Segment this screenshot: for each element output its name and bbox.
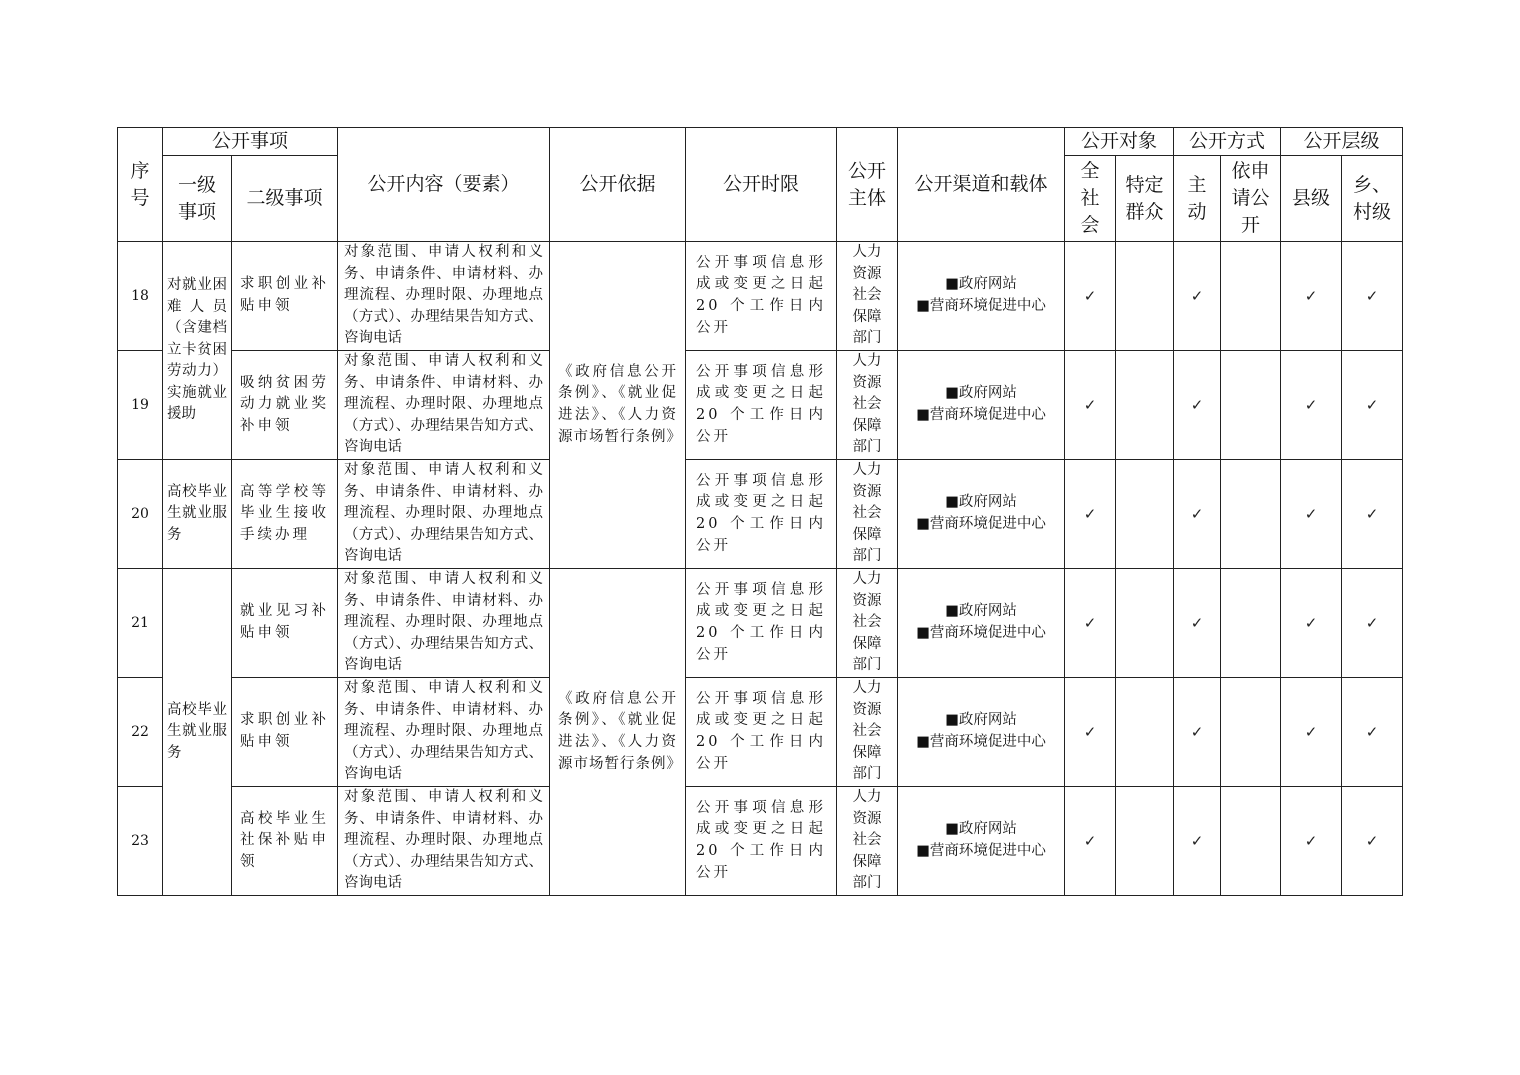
check-mark: ✓ — [1065, 242, 1116, 351]
row-seq: 19 — [118, 351, 163, 460]
channel-cell: ■政府网站 ■营商环境促进中心 — [898, 242, 1065, 351]
basis-cell: 《政府信息公开条例》、《就业促进法》、《人力资源市场暂行条例》 — [550, 242, 686, 569]
channel-cell: ■政府网站 ■营商环境促进中心 — [898, 787, 1065, 896]
content-cell: 对象范围、申请人权利和义务、申请条件、申请材料、办理流程、办理时限、办理地点（方式）、办理结果告知方式、咨询电话 — [338, 242, 550, 351]
channel-cell: ■政府网站 ■营商环境促进中心 — [898, 460, 1065, 569]
subject-cell: 人力资源社会保障部门 — [837, 678, 898, 787]
check-mark: ✓ — [1342, 242, 1403, 351]
table-row — [118, 351, 1403, 460]
check-mark: ✓ — [1174, 460, 1221, 569]
check-mark — [1221, 787, 1281, 896]
level2-cell: 求职创业补贴申领 — [232, 242, 338, 351]
header-content: 公开内容（要素） — [338, 128, 550, 242]
header-subject: 公开主体 — [837, 128, 898, 242]
check-mark — [1221, 678, 1281, 787]
check-mark: ✓ — [1065, 678, 1116, 787]
check-mark: ✓ — [1174, 787, 1221, 896]
level2-cell: 求职创业补贴申领 — [232, 678, 338, 787]
check-mark: ✓ — [1342, 569, 1403, 678]
subject-cell: 人力资源社会保障部门 — [837, 569, 898, 678]
check-mark: ✓ — [1342, 787, 1403, 896]
content-cell: 对象范围、申请人权利和义务、申请条件、申请材料、办理流程、办理时限、办理地点（方式）、办理结果告知方式、咨询电话 — [338, 460, 550, 569]
row-seq: 18 — [118, 242, 163, 351]
check-mark: ✓ — [1065, 569, 1116, 678]
time-limit-cell: 公开事项信息形成或变更之日起 20 个工作日内公开 — [686, 678, 837, 787]
table-row — [118, 460, 1403, 569]
check-mark: ✓ — [1174, 569, 1221, 678]
check-mark: ✓ — [1281, 678, 1342, 787]
time-limit-cell: 公开事项信息形成或变更之日起 20 个工作日内公开 — [686, 242, 837, 351]
header-time-limit: 公开时限 — [686, 128, 837, 242]
channel-cell: ■政府网站 ■营商环境促进中心 — [898, 678, 1065, 787]
check-mark — [1116, 787, 1174, 896]
check-mark — [1221, 569, 1281, 678]
check-mark: ✓ — [1281, 569, 1342, 678]
header-tier: 公开层级 — [1281, 128, 1403, 156]
check-mark — [1221, 242, 1281, 351]
header-audience-specific: 特定群众 — [1116, 156, 1174, 242]
content-cell: 对象范围、申请人权利和义务、申请条件、申请材料、办理流程、办理时限、办理地点（方式）、办理结果告知方式、咨询电话 — [338, 351, 550, 460]
check-mark: ✓ — [1342, 460, 1403, 569]
check-mark — [1116, 351, 1174, 460]
check-mark: ✓ — [1342, 351, 1403, 460]
subject-cell: 人力资源社会保障部门 — [837, 351, 898, 460]
level1-cell: 对就业困难人员（含建档立卡贫困劳动力）实施就业援助 — [163, 242, 232, 460]
subject-cell: 人力资源社会保障部门 — [837, 242, 898, 351]
check-mark: ✓ — [1174, 242, 1221, 351]
header-level1: 一级事项 — [163, 156, 232, 242]
level1-cell: 高校毕业生就业服务 — [163, 569, 232, 896]
subject-cell: 人力资源社会保障部门 — [837, 460, 898, 569]
header-audience-all: 全社会 — [1065, 156, 1116, 242]
check-mark — [1221, 351, 1281, 460]
disclosure-table — [117, 127, 1403, 896]
time-limit-cell: 公开事项信息形成或变更之日起 20 个工作日内公开 — [686, 787, 837, 896]
header-channel: 公开渠道和载体 — [898, 128, 1065, 242]
header-mode-active: 主动 — [1174, 156, 1221, 242]
check-mark — [1116, 242, 1174, 351]
check-mark: ✓ — [1281, 460, 1342, 569]
table-row — [118, 242, 1403, 351]
content-cell: 对象范围、申请人权利和义务、申请条件、申请材料、办理流程、办理时限、办理地点（方式）、办理结果告知方式、咨询电话 — [338, 787, 550, 896]
level1-cell: 高校毕业生就业服务 — [163, 460, 232, 569]
check-mark: ✓ — [1174, 678, 1221, 787]
level2-cell: 就业见习补贴申领 — [232, 569, 338, 678]
basis-cell: 《政府信息公开条例》、《就业促进法》、《人力资源市场暂行条例》 — [550, 569, 686, 896]
row-seq: 21 — [118, 569, 163, 678]
content-cell: 对象范围、申请人权利和义务、申请条件、申请材料、办理流程、办理时限、办理地点（方式）、办理结果告知方式、咨询电话 — [338, 678, 550, 787]
header-level2: 二级事项 — [232, 156, 338, 242]
header-mode: 公开方式 — [1174, 128, 1281, 156]
check-mark: ✓ — [1174, 351, 1221, 460]
level2-cell: 高校毕业生社保补贴申领 — [232, 787, 338, 896]
time-limit-cell: 公开事项信息形成或变更之日起 20 个工作日内公开 — [686, 569, 837, 678]
header-tier-county: 县级 — [1281, 156, 1342, 242]
level2-cell: 吸纳贫困劳动力就业奖补申领 — [232, 351, 338, 460]
time-limit-cell: 公开事项信息形成或变更之日起 20 个工作日内公开 — [686, 460, 837, 569]
header-tier-village: 乡、村级 — [1342, 156, 1403, 242]
check-mark: ✓ — [1281, 351, 1342, 460]
level2-cell: 高等学校等毕业生接收手续办理 — [232, 460, 338, 569]
check-mark — [1116, 569, 1174, 678]
check-mark: ✓ — [1065, 787, 1116, 896]
check-mark: ✓ — [1342, 678, 1403, 787]
check-mark: ✓ — [1281, 787, 1342, 896]
channel-cell: ■政府网站 ■营商环境促进中心 — [898, 569, 1065, 678]
check-mark: ✓ — [1065, 460, 1116, 569]
table-row — [118, 678, 1403, 787]
table-row — [118, 569, 1403, 678]
check-mark — [1116, 678, 1174, 787]
content-cell: 对象范围、申请人权利和义务、申请条件、申请材料、办理流程、办理时限、办理地点（方式）、办理结果告知方式、咨询电话 — [338, 569, 550, 678]
check-mark — [1116, 460, 1174, 569]
header-basis: 公开依据 — [550, 128, 686, 242]
check-mark — [1221, 460, 1281, 569]
header-seq: 序号 — [118, 128, 163, 242]
channel-cell: ■政府网站 ■营商环境促进中心 — [898, 351, 1065, 460]
header-matters: 公开事项 — [163, 128, 338, 156]
check-mark: ✓ — [1065, 351, 1116, 460]
header-audience: 公开对象 — [1065, 128, 1174, 156]
subject-cell: 人力资源社会保障部门 — [837, 787, 898, 896]
row-seq: 20 — [118, 460, 163, 569]
time-limit-cell: 公开事项信息形成或变更之日起 20 个工作日内公开 — [686, 351, 837, 460]
check-mark: ✓ — [1281, 242, 1342, 351]
header-mode-request: 依申请公开 — [1221, 156, 1281, 242]
row-seq: 23 — [118, 787, 163, 896]
row-seq: 22 — [118, 678, 163, 787]
table-row — [118, 787, 1403, 896]
